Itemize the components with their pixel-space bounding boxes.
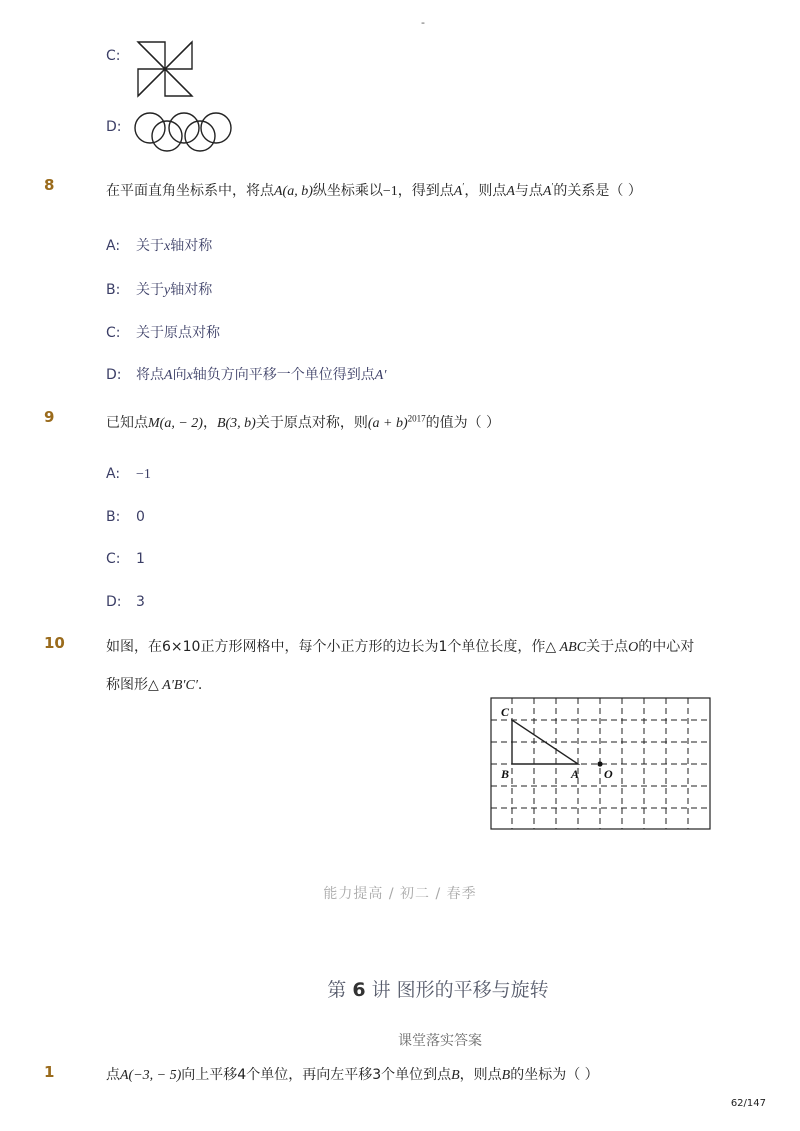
option-b[interactable]: B: 关于y轴对称: [106, 282, 213, 298]
question-number: 8: [44, 176, 55, 194]
rings-figure: [132, 106, 236, 156]
label-c: C: [501, 705, 510, 719]
question-8-stem: 在平面直角坐标系中，将点A(a, b)纵坐标乘以−1，得到点A′，则点A与点A′的关系是（ ）: [106, 181, 642, 199]
option-a[interactable]: A: −1: [106, 466, 151, 482]
option-a[interactable]: A: 关于x轴对称: [106, 238, 213, 254]
page-number: 62/147: [730, 1098, 766, 1109]
question-number: 1: [44, 1063, 55, 1081]
question-number: 10: [44, 634, 65, 652]
question-10-stem-line1: 如图，在6×10正方形网格中，每个小正方形的边长为1个单位长度，作△ ABC关于点O的中心对: [106, 639, 695, 655]
section-footer: 能力提高 / 初二 / 春季: [323, 886, 477, 902]
label-b: B: [501, 767, 510, 781]
answer-section-title: 课堂落实答案: [398, 1033, 482, 1049]
header-mark: -: [421, 16, 425, 29]
point-o: [597, 761, 602, 766]
question-10-stem-line2: 称图形△ A′B′C′.: [106, 677, 203, 693]
label-a: A: [571, 767, 580, 781]
option-b[interactable]: B: 0: [106, 509, 145, 525]
question-1-stem: 点A(−3, − 5)向上平移4个单位，再向左平移3个单位到点B，则点B的坐标为（ ）: [106, 1067, 599, 1083]
label-o: O: [604, 767, 613, 781]
option-c-label: C:: [106, 48, 121, 64]
option-d-label: D:: [106, 119, 122, 135]
question-9-stem: 已知点M(a, − 2)，B(3, b)关于原点对称，则$(a + b)^{2017}$的值为（ ）: [106, 413, 501, 431]
option-c[interactable]: C: 关于原点对称: [106, 325, 220, 341]
option-d[interactable]: D: 3: [106, 594, 145, 610]
grid-figure: [490, 697, 712, 831]
pinwheel-figure: [136, 40, 194, 98]
chapter-title: 第 6 讲 图形的平移与旋转: [327, 979, 549, 1001]
option-d[interactable]: D: 将点A向x轴负方向平移一个单位得到点A′: [106, 367, 387, 383]
option-c[interactable]: C: 1: [106, 551, 145, 567]
question-number: 9: [44, 408, 55, 426]
